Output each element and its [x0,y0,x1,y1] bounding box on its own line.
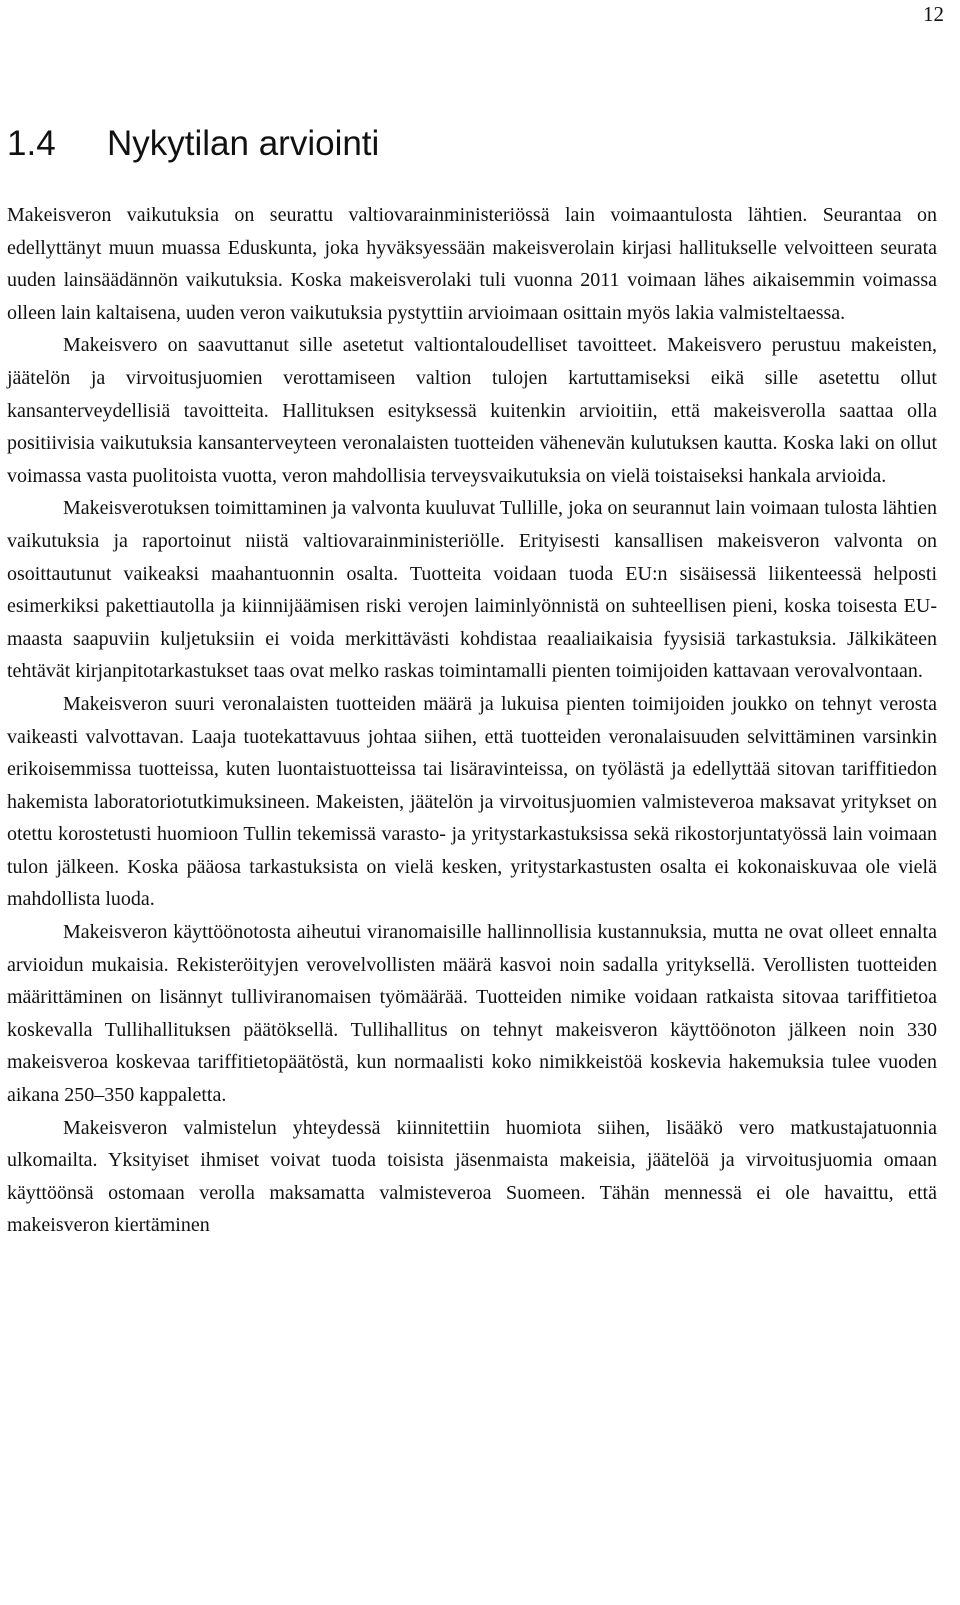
section-heading [7,122,379,166]
paragraph-3: Makeisverotuksen toimittaminen ja valvonta kuuluvat Tullille, joka on seurannut lain voimaan tulosta lähtien vaikutuksia ja raportoinut niistä valtiovarainministeriölle. Erityisesti kansallisen makeisveron valvonta on osoittautunut vaikeaksi maahantuonnin osalta. Tuotteita voidaan tuoda EU:n sisäisessä liikenteessä helposti esimerkiksi pakettiautolla ja kiinnijäämisen riski verojen laiminlyönnistä on suhteellisen pieni, koska toisesta EU-maasta saapuviin kuljetuksiin ei voida merkittävästi kohdistaa reaaliaikaisia fyysisiä tarkastuksia. Jälkikäteen tehtävät kirjanpitotarkastukset taas ovat melko raskas toimintamalli pienten toimijoiden kattavaan verovalvontaan. [7,497,937,683]
section-title: Nykytilan arviointi [107,124,380,163]
paragraph-1: Makeisveron vaikutuksia on seurattu valtiovarainministeriössä lain voimaantulosta lähtien. Seurantaa on edellyttänyt muun muassa Eduskunta, joka hyväksyessään makeisverolain kirjasi hallitukselle velvoitteen seurata uuden lainsäädännön vaikutuksia. Koska makeisverolaki tuli vuonna 2011 voimaan lähes aikaisemmin voimassa olleen lain kaltaisena, uuden veron vaikutuksia pystyttiin arvioimaan osittain myös lakia valmisteltaessa. [7,204,937,324]
paragraph-5: Makeisveron käyttöönotosta aiheutui viranomaisille hallinnollisia kustannuksia, mutta ne ovat olleet ennalta arvioidun mukaisia. Rekisteröityjen verovelvollisten määrä kasvoi noin sadalla yrityksellä. Verollisten tuotteiden määrittäminen on lisännyt tulliviranomaisen työmäärää. Tuotteiden nimike voidaan ratkaista sitovaa tariffitietoa koskevalla Tullihallituksen päätöksellä. Tullihallitus on tehnyt makeisveron käyttöönoton jälkeen noin 330 makeisveroa koskevaa tariffitietopäätöstä, kun normaalisti koko nimikkeistöä koskevia hakemuksia tulee vuoden aikana 250–350 kappaletta. [7,921,937,1107]
section-body [7,199,937,1242]
paragraph-2: Makeisvero on saavuttanut sille asetetut valtiontaloudelliset tavoitteet. Makeisvero perustuu makeisten, jäätelön ja virvoitusjuomien verottamiseen valtion tulojen kartuttamiseksi eikä sille asetettu ollut kansanterveydellisiä tavoitteita. Hallituksen esityksessä kuitenkin arvioitiin, että makeisverolla saattaa olla positiivisia vaikutuksia kansanterveyteen veronalaisten tuotteiden vähenevän kulutuksen kautta. Koska laki on ollut voimassa vasta puolitoista vuotta, veron mahdollisia terveysvaikutuksia on vielä toistaiseksi hankala arvioida. [7,334,937,487]
paragraph-6: Makeisveron valmistelun yhteydessä kiinnitettiin huomiota siihen, lisääkö vero matkustajatuonnia ulkomailta. Yksityiset ihmiset voivat tuoda toisista jäsenmaista makeisia, jäätelöä ja virvoitusjuomia omaan käyttöönsä ostomaan verolla maksamatta valmisteveroa Suomeen. Tähän mennessä ei ole havaittu, että makeisveron kiertäminen [7,1116,937,1237]
paragraph-4: Makeisveron suuri veronalaisten tuotteiden määrä ja lukuisa pienten toimijoiden joukko on tehnyt verosta vaikeasti valvottavan. Laaja tuotekattavuus johtaa siihen, että tuotteiden veronalaisuuden selvittäminen varsinkin erikoisemmissa tuotteissa, kuten luontaistuotteissa tai lisäravinteissa, on työlästä ja edellyttää sitovan tariffitiedon hakemista laboratoriotutkimuksineen. Makeisten, jäätelön ja virvoitusjuomien valmisteveroa maksavat yritykset on otettu korostetusti huomioon Tullin tekemissä varasto- ja yritystarkastuksissa sekä rikostorjuntatyössä lain voimaan tulon jälkeen. Koska pääosa tarkastuksista on vielä kesken, yritystarkastusten osalta ei kokonaiskuvaa ole vielä mahdollista luoda. [7,692,937,911]
page-number: 12 [923,2,944,26]
section-number: 1.4 [7,124,56,163]
